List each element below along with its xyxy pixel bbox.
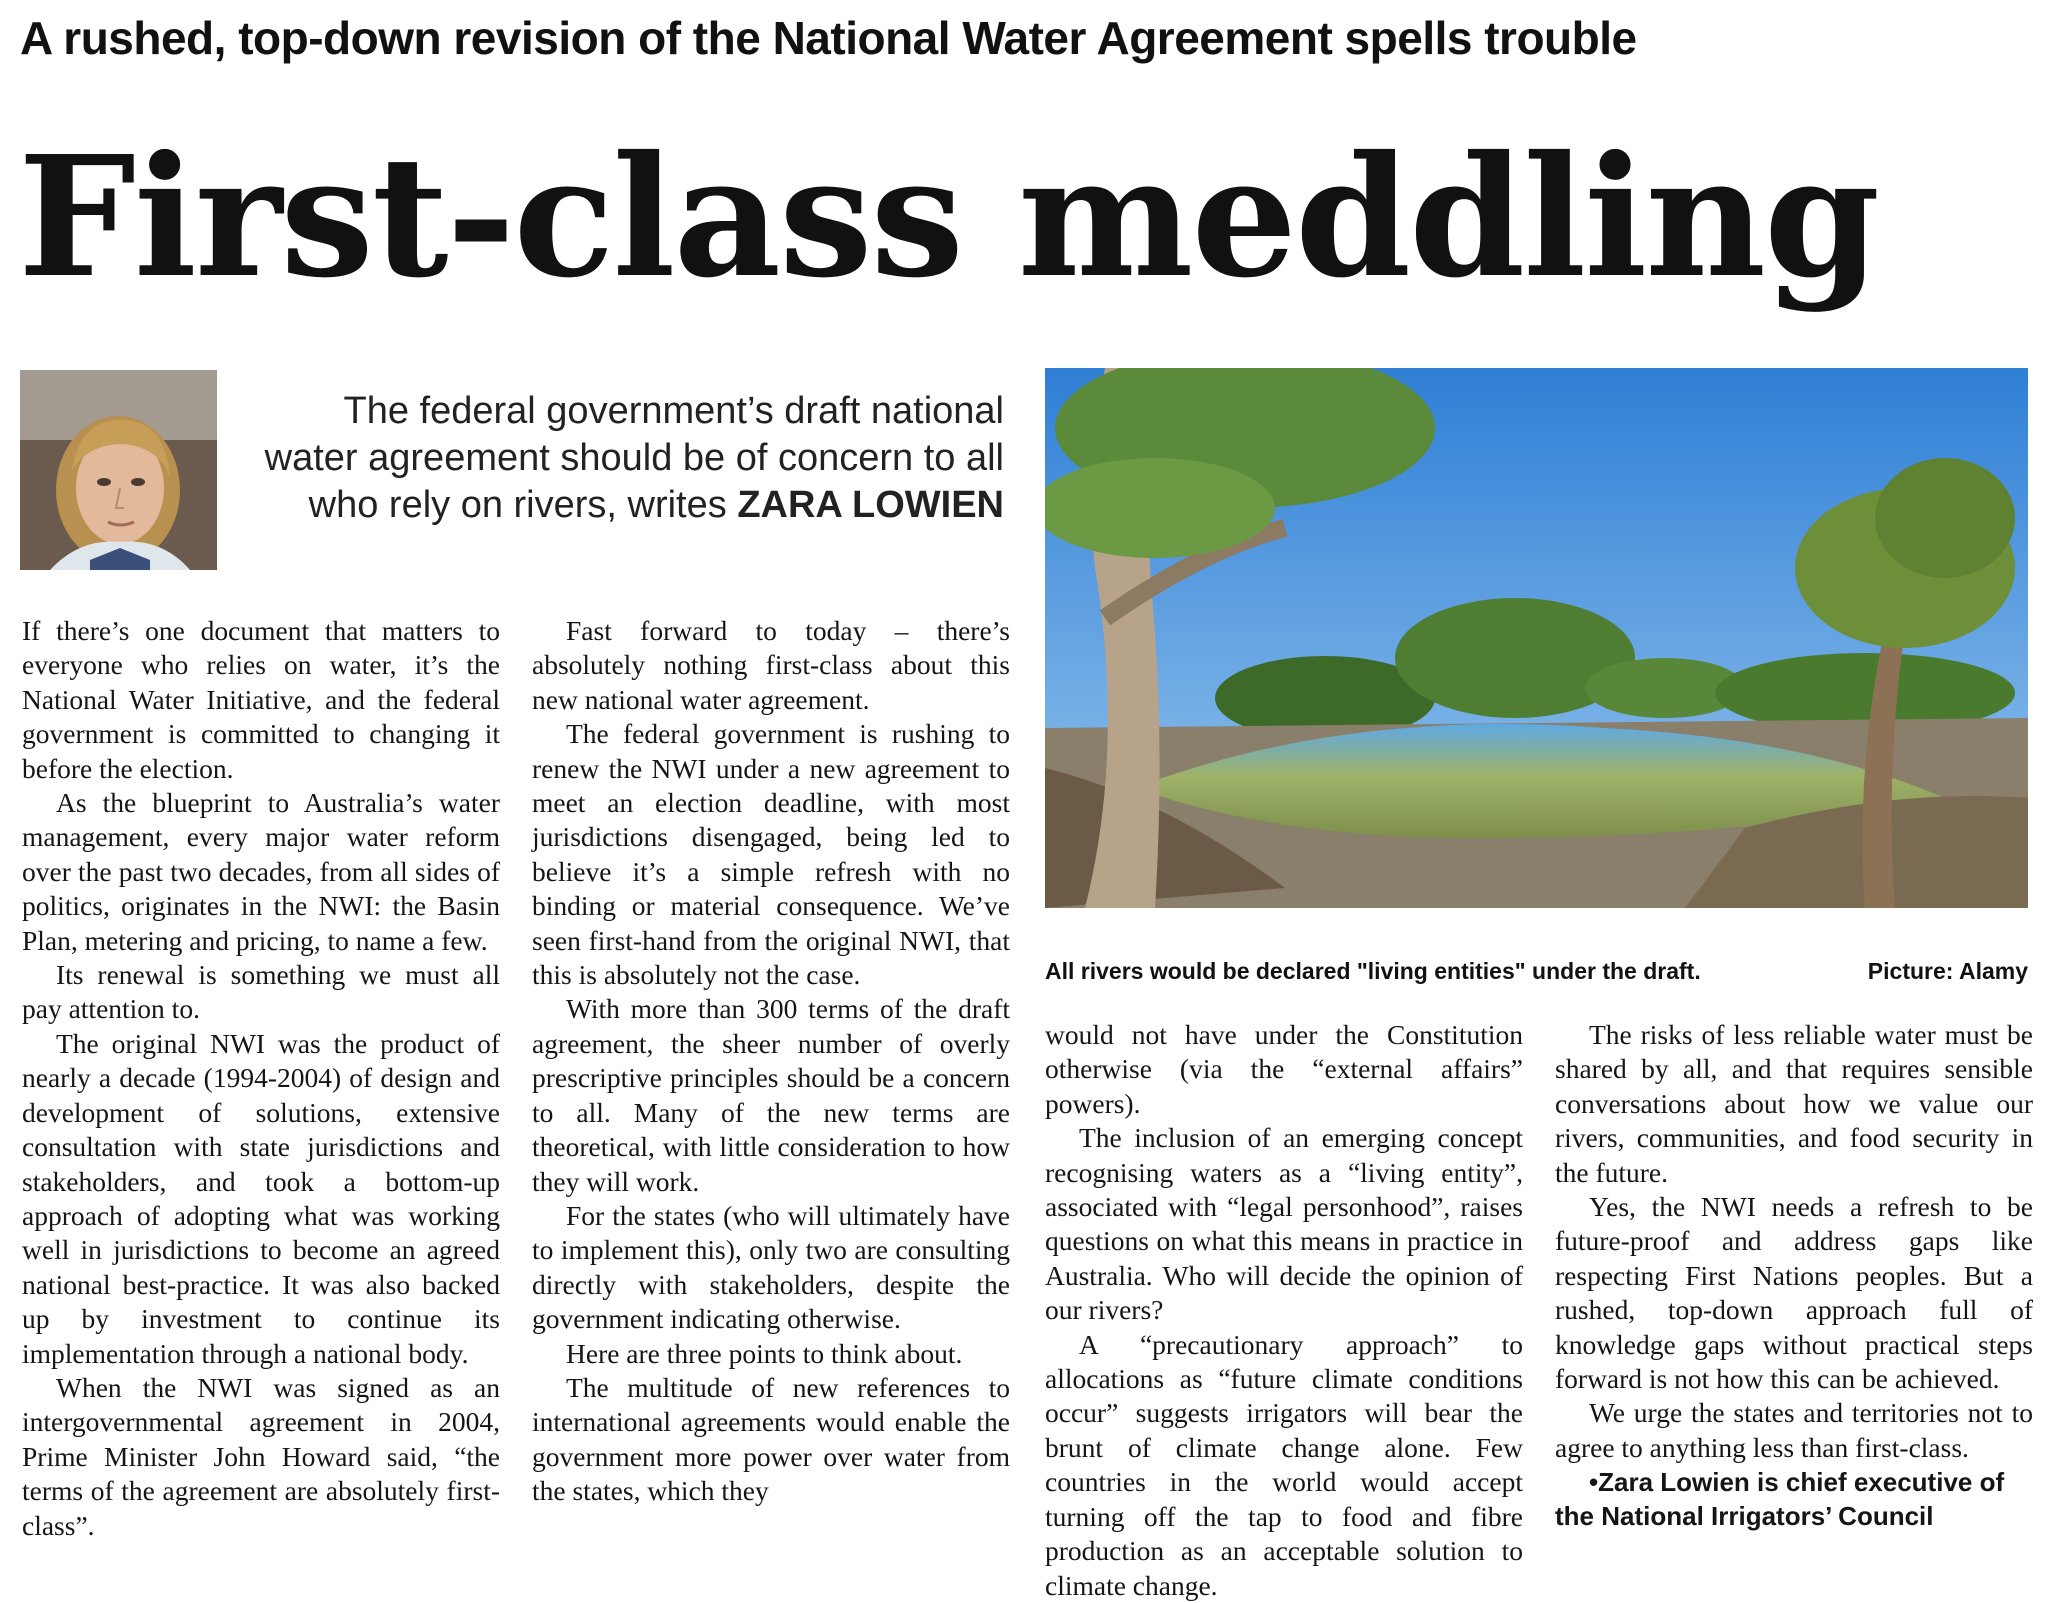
- body-column-4: [1555, 1018, 2033, 1533]
- paragraph: The federal government is rushing to renew the NWI under a new agreement to meet an election deadline, with most jurisdictions disengaged, being led to believe it’s a simple refresh with no binding or material consequence. We’ve seen first-hand from the original NWI, that this is absolutely not the case.: [532, 718, 1010, 991]
- paragraph: When the NWI was signed as an intergovernmental agreement in 2004, Prime Minister John Howard said, “the terms of the agreement are absolutely first-class”.: [22, 1371, 500, 1541]
- paragraph: Yes, the NWI needs a refresh to be future-proof and address gaps like respecting First Nations peoples. But a rushed, top-down approach full of knowledge gaps without practical steps forward is not how this can be achieved.: [1555, 1191, 2033, 1395]
- body-column-2: [532, 614, 1010, 1509]
- paragraph: With more than 300 terms of the draft agreement, the sheer number of overly prescriptive principles should be a concern to all. Many of the new terms are theoretical, with little consideration to how they will work.: [532, 993, 1010, 1197]
- main-headline: First-class meddling: [18, 120, 1879, 315]
- paragraph: The original NWI was the product of nearly a decade (1994-2004) of design and development of solutions, extensive consultation with state jurisdictions and stakeholders, and took a bottom-up approach of adopting what was working well in jurisdictions to become an agreed national best-practice. It was also backed up by investment to continue its implementation through a national body.: [22, 1027, 500, 1369]
- river-photo: [1045, 368, 2028, 908]
- photo-credit: Picture: Alamy: [1867, 958, 2028, 984]
- paragraph: If there’s one document that matters to everyone who relies on water, it’s the National Water Initiative, and the federal government is committed to changing it before the election.: [22, 615, 500, 784]
- paragraph: As the blueprint to Australia’s water management, every major water reform over the past two decades, from all sides of politics, originates in the NWI: the Basin Plan, metering and pricing, to name a few.: [22, 787, 500, 956]
- standfirst-text: The federal government’s draft national water agreement should be of concern to all who rely on rivers, writes: [264, 390, 1004, 526]
- author-byline: ZARA LOWIEN: [737, 484, 1004, 526]
- paragraph: would not have under the Constitution otherwise (via the “external affairs” powers).: [1045, 1019, 1523, 1119]
- paragraph: Its renewal is something we must all pay attention to.: [22, 959, 500, 1025]
- author-headshot: [20, 370, 217, 570]
- river-landscape-image: [1045, 368, 2028, 908]
- author-headshot-image: [20, 370, 217, 570]
- paragraph: We urge the states and territories not to agree to anything less than first-class.: [1555, 1397, 2033, 1463]
- paragraph: For the states (who will ultimately have to implement this), only two are consulting directly with stakeholders, despite the government indicating otherwise.: [532, 1199, 1010, 1335]
- body-column-3: [1045, 1018, 1523, 1603]
- paragraph: Here are three points to think about.: [566, 1337, 963, 1369]
- author-bio-footnote: •Zara Lowien is chief executive of the National Irrigators’ Council: [1555, 1467, 2005, 1532]
- paragraph: A “precautionary approach” to allocations as “future climate conditions occur” suggests irrigators will bear the brunt of climate change alone. Few countries in the world would accept turning off the tap to food and fibre production as an acceptable solution to climate change.: [1045, 1328, 1523, 1601]
- photo-caption-row: [1045, 956, 2028, 988]
- paragraph: The multitude of new references to international agreements would enable the government more power over water from the states, which they: [532, 1371, 1010, 1507]
- paragraph: The risks of less reliable water must be shared by all, and that requires sensible conversations about how we value our rivers, communities, and food security in the future.: [1555, 1019, 2033, 1188]
- paragraph: Fast forward to today – there’s absolutely nothing first-class about this new national water agreement.: [532, 615, 1010, 715]
- body-column-1: [22, 614, 500, 1543]
- paragraph: The inclusion of an emerging concept recognising waters as a “living entity”, associated with “legal personhood”, raises questions on what this means in practice in Australia. Who will decide the opinion of our rivers?: [1045, 1122, 1523, 1326]
- photo-caption: All rivers would be declared "living entities" under the draft.: [1045, 958, 1701, 984]
- standfirst: [260, 388, 1004, 529]
- kicker-headline: A rushed, top-down revision of the National Water Agreement spells trouble: [20, 12, 1637, 64]
